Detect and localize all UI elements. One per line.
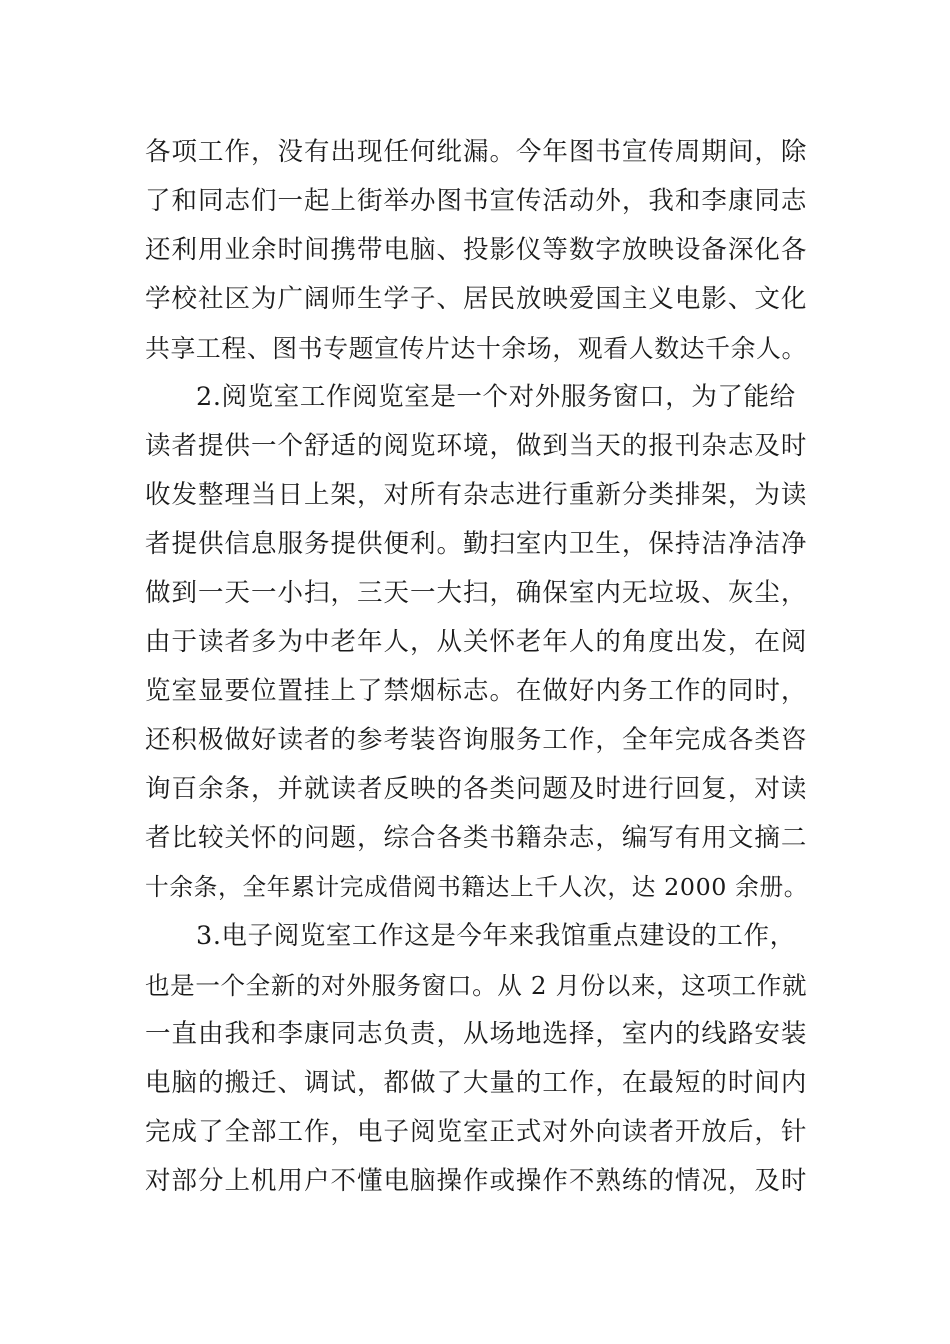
text-line-7: 读者提供一个舒适的阅览环境，做到当天的报刊杂志及时 (145, 431, 807, 461)
text-line-2: 了和同志们一起上街举办图书宣传活动外，我和李康同志 (145, 186, 807, 216)
text-line-3: 还利用业余时间携带电脑、投影仪等数字放映设备深化各 (145, 235, 807, 265)
text-line-12: 览室显要位置挂上了禁烟标志。在做好内务工作的同时， (145, 676, 807, 706)
document-body (145, 128, 807, 1206)
text-line-11: 由于读者多为中老年人，从关怀老年人的角度出发，在阅 (145, 627, 807, 657)
text-line-21: 完成了全部工作，电子阅览室正式对外向读者开放后，针 (145, 1117, 807, 1147)
text-line-9: 者提供信息服务提供便利。勤扫室内卫生，保持洁净洁净 (145, 529, 807, 559)
paragraph-2-start: 2.阅览室工作阅览室是一个对外服务窗口，为了能给 (196, 382, 796, 412)
text-line-1: 各项工作，没有出现任何纰漏。今年图书宣传周期间，除 (145, 137, 807, 167)
text-line-10: 做到一天一小扫，三天一大扫，确保室内无垃圾、灰尘， (145, 578, 807, 608)
text-line-5: 共享工程、图书专题宣传片达十余场，观看人数达千余人。 (145, 334, 807, 363)
text-line-19: 一直由我和李康同志负责，从场地选择，室内的线路安装 (145, 1019, 807, 1049)
text-line-4: 学校社区为广阔师生学子、居民放映爱国主义电影、文化 (145, 284, 807, 314)
text-line-20: 电脑的搬迁、调试，都做了大量的工作，在最短的时间内 (145, 1068, 807, 1098)
text-line-13: 还积极做好读者的参考装咨询服务工作，全年完成各类咨 (145, 725, 807, 755)
text-line-15: 者比较关怀的问题，综合各类书籍杂志，编写有用文摘二 (145, 823, 807, 853)
paragraph-3-start: 3.电子阅览室工作这是今年来我馆重点建设的工作， (196, 921, 796, 951)
text-line-14: 询百余条，并就读者反映的各类问题及时进行回复，对读 (145, 774, 807, 804)
text-line-16: 十余条，全年累计完成借阅书籍达上千人次，达 2000 余册。 (145, 873, 809, 901)
text-line-22: 对部分上机用户不懂电脑操作或操作不熟练的情况，及时 (145, 1166, 807, 1196)
text-line-8: 收发整理当日上架，对所有杂志进行重新分类排架，为读 (145, 480, 807, 510)
text-line-18: 也是一个全新的对外服务窗口。从 2 月份以来，这项工作就 (145, 971, 808, 1000)
